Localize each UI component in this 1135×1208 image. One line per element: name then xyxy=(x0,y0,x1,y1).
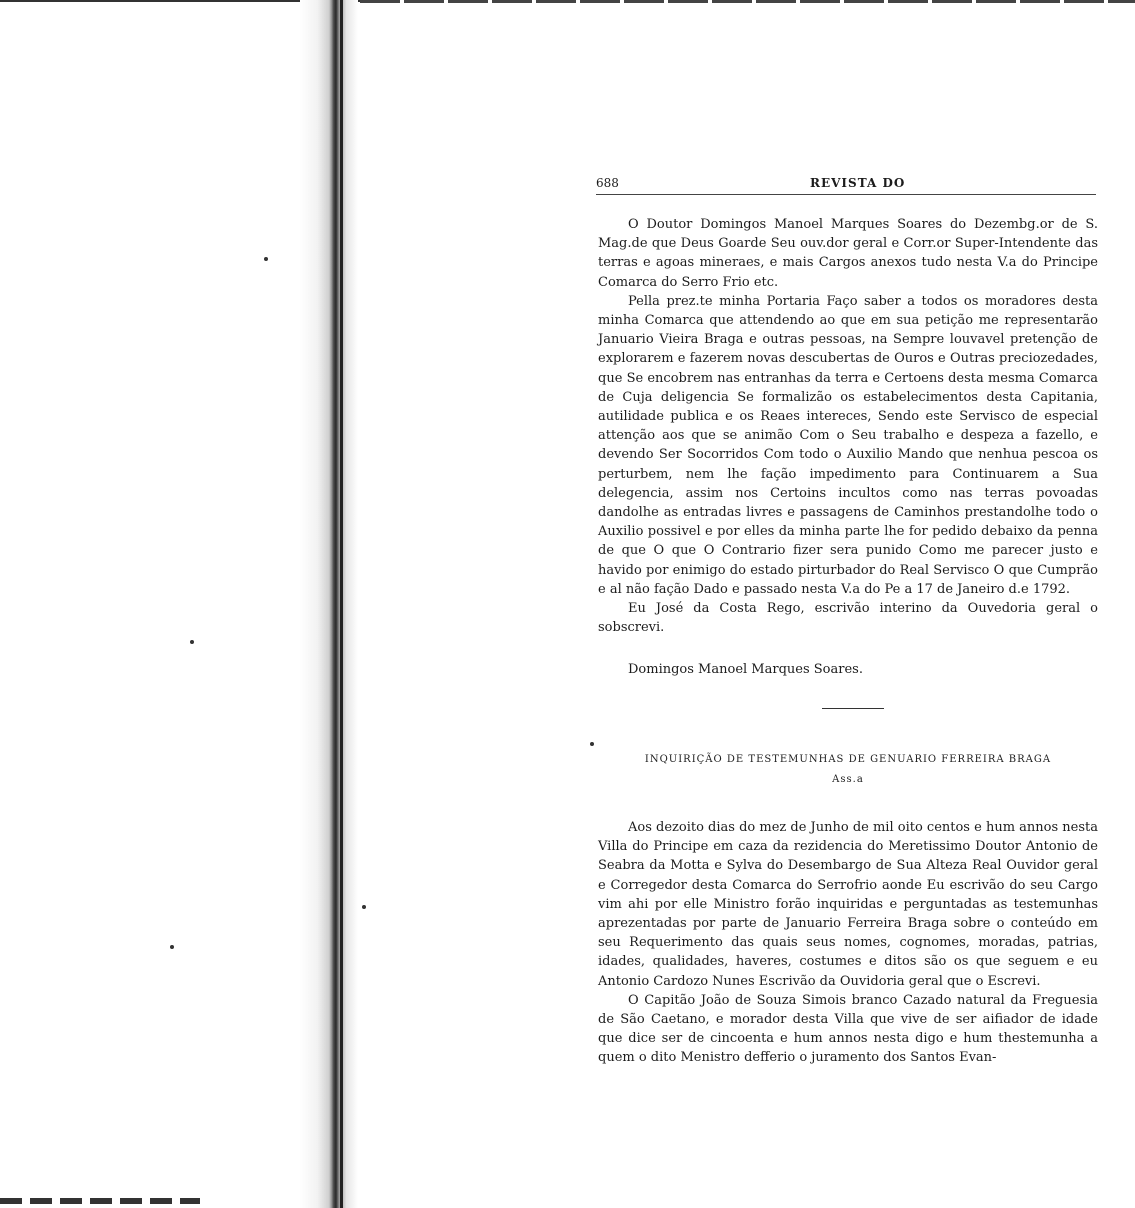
portaria-signature: Domingos Manoel Marques Soares. xyxy=(628,662,863,677)
scan-speck xyxy=(264,257,268,261)
inquiry-title-block xyxy=(598,750,1098,790)
scan-speck xyxy=(190,640,194,644)
inquiry-text xyxy=(598,818,1098,1068)
page-bottom-marks xyxy=(0,1198,200,1204)
scan-speck xyxy=(362,905,366,909)
portaria-paragraph: Pella prez.te minha Portaria Faço saber a todos os moradores desta minha Comarca que attendendo ao que em sua petição me representarão Januario Vieira Braga e outras pessoas, na Sempre louvavel pretenção de explorarem e fazerem novas descubertas de Ouros e Outras preciozedades, que Se encobrem nas entranhas da terra e Certoens desta mesma Comarca de Cuja deligencia Se formalizão os estabelecimentos desta Capitania, autilidade publica e os Reaes intereces, Sendo este Servisco de especial attenção aos que se animão Com o Seu trabalho e despeza a fazello, e devendo Ser Socorridos Com todo o Auxilio Mando que nenhua pescoa os perturbem, nem lhe fação impedimento para Continuarem a Sua delegencia, assim nos Certoins incultos como nas terras povoadas dandolhe as entradas livres e passagens de Caminhos prestandolhe todo o Auxilio possivel e por elles da minha parte lhe for pedido debaixo da penna de que O que O Contrario fizer sera punido Como me parecer justo e havido por enimigo do estado pirturbador do Real Servisco O que Cumprão e al não fação Dado e passado nesta V.a do Pe a 17 de Janeiro d.e 1792. xyxy=(598,293,1098,597)
portaria-text xyxy=(598,215,1098,637)
running-head: REVISTA DO xyxy=(810,176,906,190)
inquiry-paragraph: Aos dezoito dias do mez de Junho de mil oito centos e hum annos nesta Villa do Principe em caza da rezidencia do Meretissimo Doutor Antonio de Seabra da Motta e Sylva do Desembargo de Sua Alteza Real Ouvidor geral e Corregedor desta Comarca do Serrofrio aonde Eu escrivão do seu Cargo vim ahi por elle Ministro forão inquiridas e perguntadas as testemunhas aprezentadas por parte de Januario Ferreira Braga sobre o conteúdo em seu Requerimento das quais seus nomes, cognomes, moradas, patrias, idades, qualidades, haveres, costumes e ditos são os que seguem e eu Antonio Cardozo Nunes Escrivão da Ouvidoria geral que o Escrevi. xyxy=(598,820,1098,989)
book-spine-edge xyxy=(340,0,343,1208)
inquiry-subtitle: Ass.a xyxy=(832,774,864,785)
header-rule xyxy=(596,194,1096,195)
page-top-edge-scan xyxy=(360,0,1135,3)
book-spine-gutter xyxy=(300,0,358,1208)
scan-speck xyxy=(170,945,174,949)
section-divider xyxy=(822,708,884,709)
portaria-paragraph: Eu José da Costa Rego, escrivão interino da Ouvedoria geral o sobscrevi. xyxy=(598,601,1098,636)
scan-speck xyxy=(590,742,594,746)
inquiry-title: INQUIRIÇÃO DE TESTEMUNHAS DE GENUARIO FERREIRA BRAGA xyxy=(644,754,1052,765)
portaria-paragraph: O Doutor Domingos Manoel Marques Soares do Dezembg.or de S. Mag.de que Deus Goarde Seu ouv.dor geral e Corr.or Super-Intendente das terras e agoas mineraes, e mais Cargos anexos tudo nesta V.a do Principe Comarca do Serro Frio etc. xyxy=(598,217,1098,290)
page-header xyxy=(596,176,1096,194)
inquiry-paragraph: O Capitão João de Souza Simois branco Cazado natural da Freguesia de São Caetano, e morador desta Villa que vive de ser aifiador de idade que dice ser de cincoenta e hum annos nesta digo e hum thestemunha a quem o dito Menistro defferio o juramento dos Santos Evan- xyxy=(598,992,1098,1066)
page-number: 688 xyxy=(596,176,619,190)
